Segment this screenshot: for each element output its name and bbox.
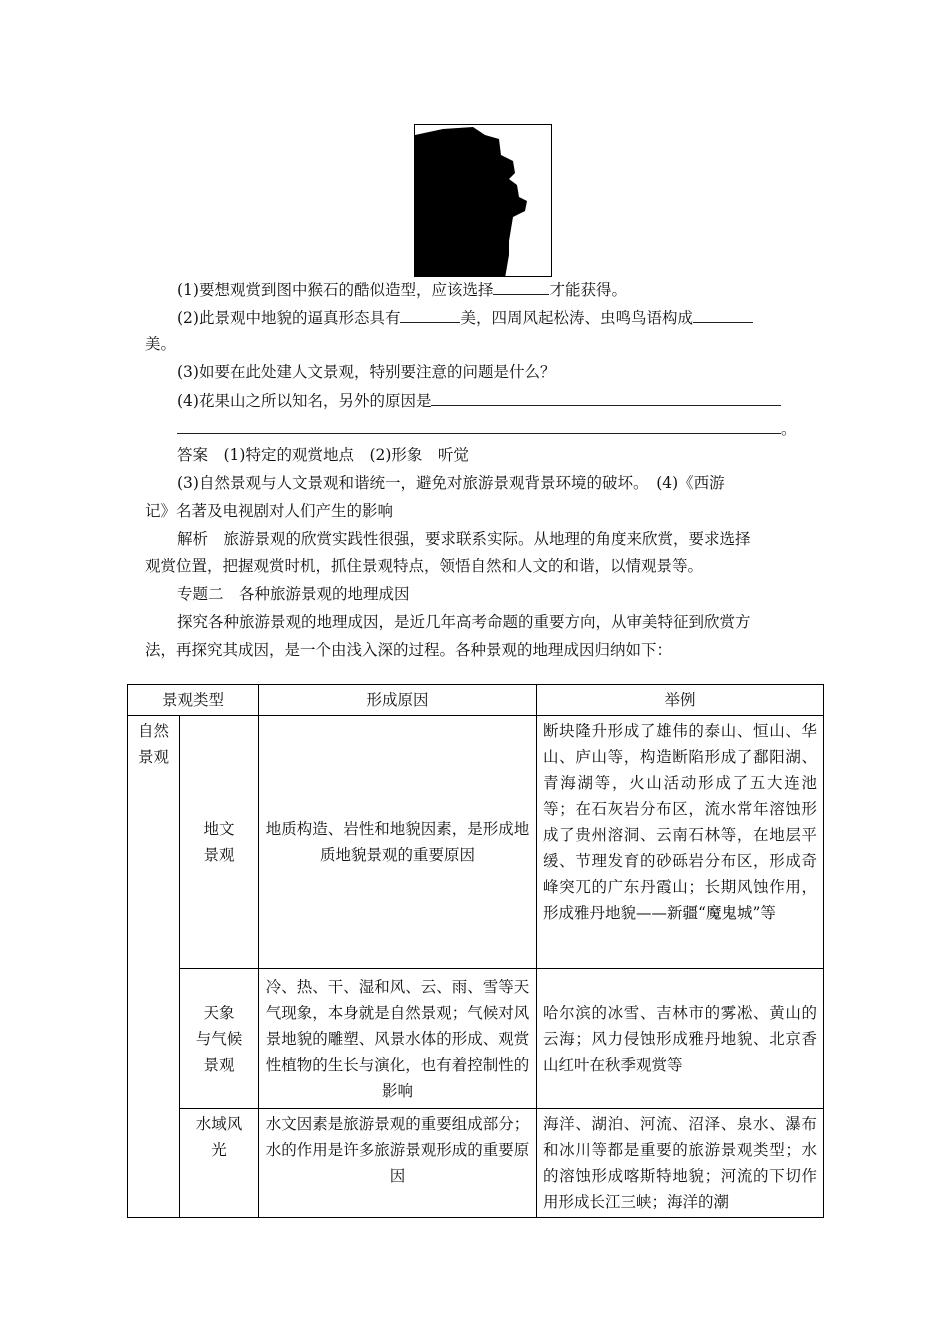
question-1-text: (1)要想观赏到图中猴石的酷似造型，应该选择	[177, 281, 494, 299]
analysis-line-2: 观赏位置，把握观赏时机，抓住景观特点，领悟自然和人文的和谐，以情观景等。	[145, 557, 704, 575]
table-header: 景观类型	[128, 685, 259, 716]
example: 哈尔滨的冰雪、吉林市的雾凇、黄山的云海；风力侵蚀形成雅丹地貌、北京香山红叶在秋季观赏等	[537, 969, 824, 1109]
monkey-stone-silhouette-icon	[415, 125, 552, 277]
answer-line-1: 答案 (1)特定的观赏地点 (2)形象 听觉	[177, 446, 469, 464]
question-2-continuation	[145, 334, 176, 354]
table-row	[128, 716, 824, 969]
section-intro-1: 探究各种旅游景观的地理成因，是近几年高考命题的重要方向，从审美特征到欣赏方	[177, 613, 751, 631]
question-1	[177, 279, 627, 300]
question-2-text: (2)此景观中地貌的逼真形态具有	[177, 309, 401, 327]
answer-blank	[431, 390, 781, 406]
table-header-row	[128, 685, 824, 716]
table-row	[128, 969, 824, 1109]
question-4-text: (4)花果山之所以知名，另外的原因是	[177, 392, 432, 410]
natural-landscape-group: 自然 景观	[128, 716, 180, 1218]
answer-blank	[493, 279, 549, 295]
question-3-text: (3)如要在此处建人文景观，特别要注意的问题是什么？	[177, 363, 556, 381]
question-4-end: 。	[781, 420, 797, 438]
landscape-type: 地文 景观	[180, 716, 259, 969]
formation-reason: 地质构造、岩性和地貌因素，是形成地质地貌景观的重要原因	[259, 716, 537, 969]
question-3	[177, 362, 555, 382]
answer-blank	[693, 307, 753, 323]
question-2-tail: 美。	[145, 335, 177, 353]
landscape-type: 水域风 光	[180, 1109, 259, 1218]
table-header: 举例	[537, 685, 824, 716]
section-title: 专题二 各种旅游景观的地理成因	[177, 585, 410, 603]
answer-line-3: 记》名著及电视剧对人们产生的影响	[145, 502, 394, 520]
question-1-tail: 才能获得。	[549, 281, 627, 299]
question-4-continuation	[177, 418, 797, 439]
example: 海洋、湖泊、河流、沼泽、泉水、瀑布和冰川等都是重要的旅游景观类型；水的溶蚀形成喀斯特地貌；河流的下切作用形成长江三峡；海洋的潮	[537, 1109, 824, 1218]
section-intro-2: 法，再探究其成因，是一个由浅入深的过程。各种景观的地理成因归纳如下：	[145, 641, 673, 659]
analysis-line-1: 解析 旅游景观的欣赏实践性很强，要求联系实际。从地理的角度来欣赏，要求选择	[177, 530, 751, 548]
question-2-mid: 美，四周风起松涛、虫鸣鸟语构成	[460, 309, 693, 327]
answer-blank	[400, 307, 460, 323]
example: 断块隆升形成了雄伟的泰山、恒山、华山、庐山等，构造断陷形成了鄱阳湖、青海湖等，火山活动形成了五大连池等；在石灰岩分布区，流水常年溶蚀形成了贵州溶洞、云南石林等，在地层平缓、节理发育的砂砾岩分布区，形成奇峰突兀的广东丹霞山；长期风蚀作用，形成雅丹地貌——新疆“魔鬼城”等	[537, 716, 824, 969]
table-header: 形成原因	[259, 685, 537, 716]
question-2	[177, 307, 753, 328]
answer-blank	[177, 418, 781, 434]
formation-reason: 水文因素是旅游景观的重要组成部分；水的作用是许多旅游景观形成的重要原因	[259, 1109, 537, 1218]
formation-reason: 冷、热、干、湿和风、云、雨、雪等天气现象，本身就是自然景观；气候对风景地貌的雕塑、风景水体的形成、观赏性植物的生长与演化，也有着控制性的影响	[259, 969, 537, 1109]
landscape-causes-table	[127, 684, 824, 1218]
table-row	[128, 1109, 824, 1218]
answer-line-2: (3)自然景观与人文景观和谐统一，避免对旅游景观背景环境的破坏。 (4)《西游	[177, 474, 725, 492]
question-4	[177, 390, 781, 411]
landscape-type: 天象 与气候 景观	[180, 969, 259, 1109]
monkey-stone-figure	[414, 124, 552, 277]
